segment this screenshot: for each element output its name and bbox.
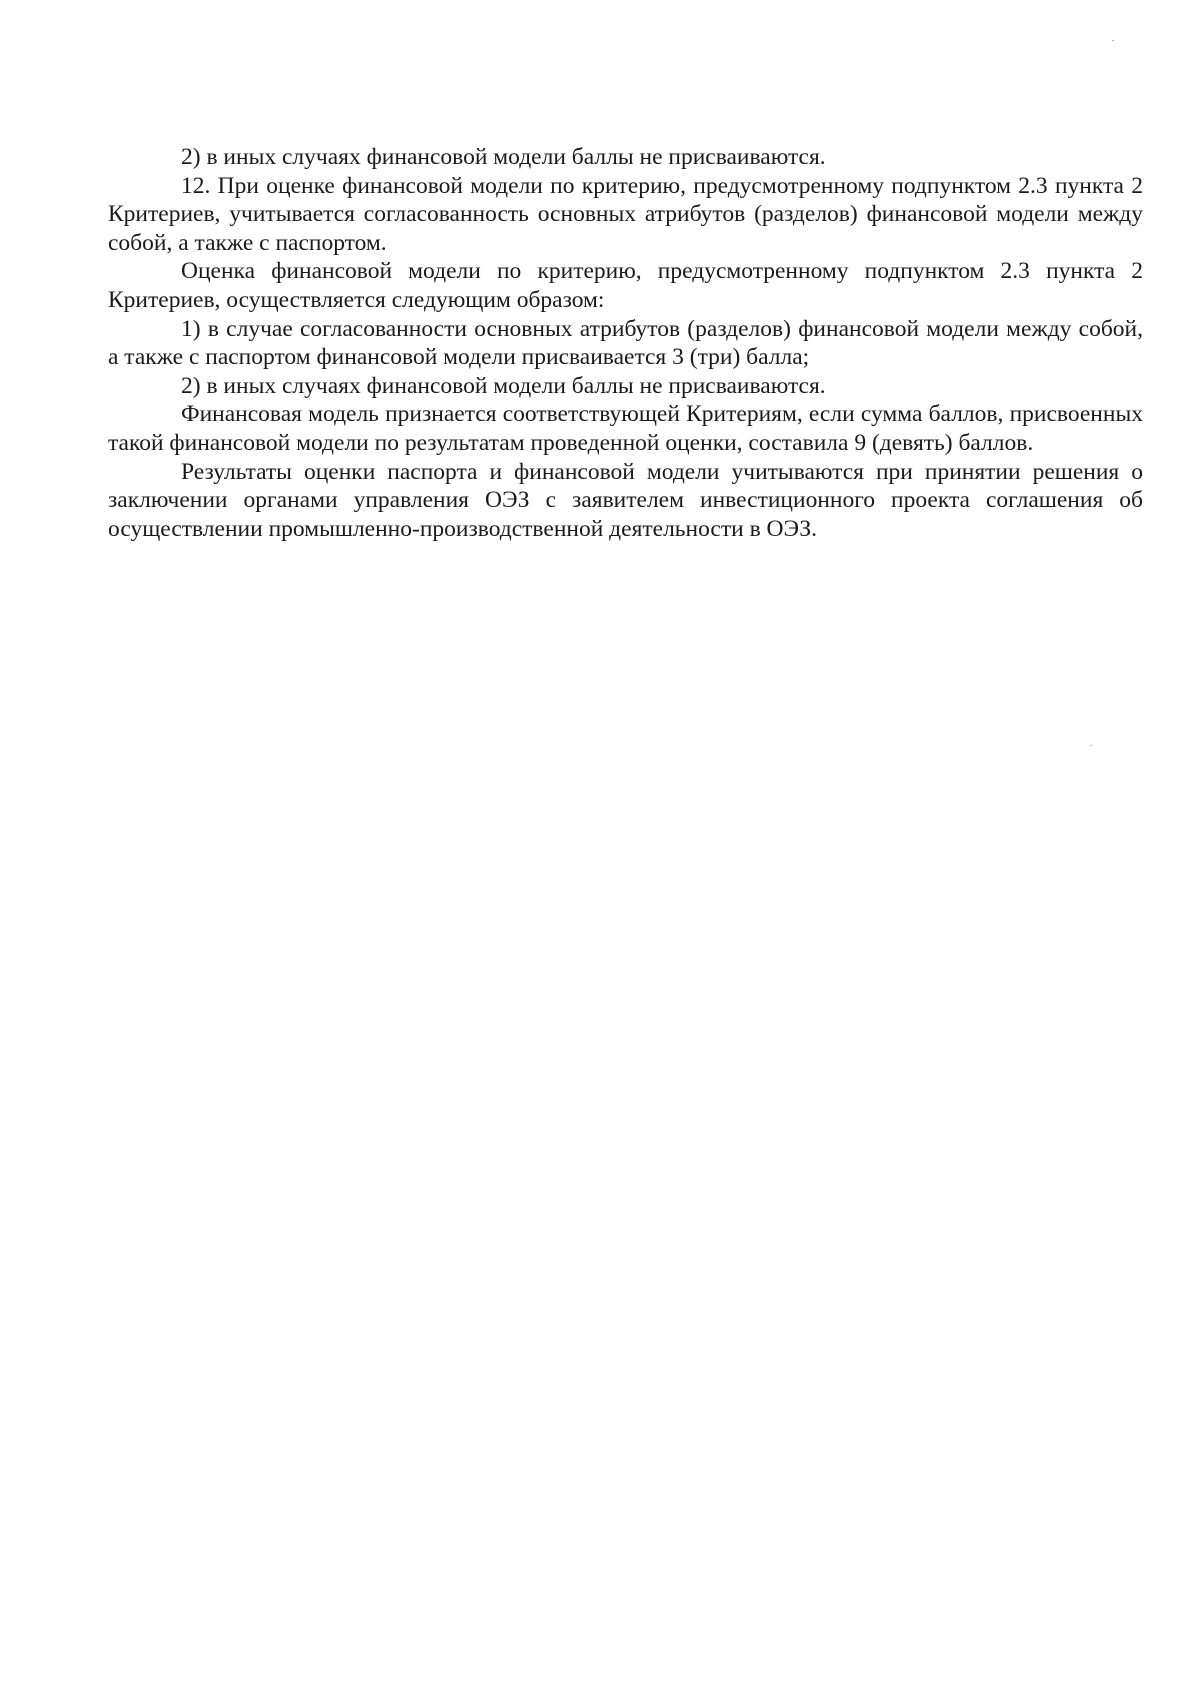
- paragraph-subitem-2-no-points: 2) в иных случаях финансовой модели баллы не присваиваются.: [181, 144, 826, 170]
- paragraph-subitem-1-three-points: 1) в случае согласованности основных атрибутов (разделов) финансовой модели между собой, а также с паспортом финансовой модели присваивается 3 (три) балла;: [108, 315, 1143, 371]
- paragraph-total-score: Финансовая модель признается соответствующей Критериям, если сумма баллов, присвоенных такой финансовой модели по результатам проведенной оценки, составила 9 (девять) баллов.: [108, 401, 1143, 456]
- paragraph-evaluation-procedure: Оценка финансовой модели по критерию, предусмотренному подпунктом 2.3 пункта 2 Критериев, осуществляется следующим образом:: [108, 258, 1143, 313]
- paragraph-subitem-2-no-points-repeat: 2) в иных случаях финансовой модели баллы не присваиваются.: [181, 372, 826, 399]
- scan-speck: [1112, 40, 1114, 41]
- paragraph-results-usage: Результаты оценки паспорта и финансовой модели учитываются при принятии решения о заключении органами управления ОЭЗ с заявителем инвестиционного проекта соглашения об осуществлении промышленно-производственной деятельности в ОЭЗ.: [108, 458, 1143, 542]
- scan-speck: [1090, 745, 1092, 746]
- paragraph-item-12: 12. При оценке финансовой модели по критерию, предусмотренному подпунктом 2.3 пункта 2 Критериев, учитывается согласованность основных атрибутов (разделов) финансовой модели между собой, а также с паспортом.: [108, 172, 1143, 256]
- document-body: [108, 143, 1143, 543]
